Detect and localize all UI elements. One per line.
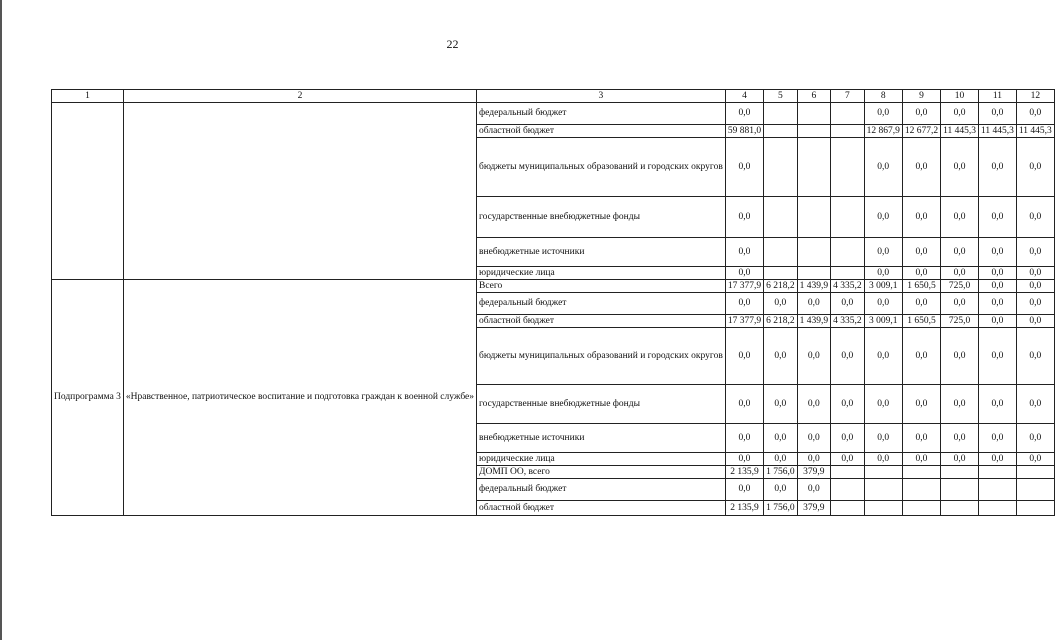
amount-cell: 0,0 <box>725 424 763 453</box>
amount-cell: 0,0 <box>864 424 902 453</box>
amount-cell <box>941 479 979 501</box>
column-number-cell: 8 <box>864 90 902 103</box>
amount-cell <box>1016 501 1054 516</box>
amount-cell: 0,0 <box>978 138 1016 197</box>
amount-cell: 0,0 <box>725 385 763 424</box>
amount-cell <box>902 466 940 479</box>
column-number-cell: 10 <box>941 90 979 103</box>
funding-source-cell: ДОМП ОО, всего <box>477 466 726 479</box>
amount-cell <box>764 103 798 125</box>
amount-cell: 0,0 <box>902 385 940 424</box>
amount-cell: 0,0 <box>941 293 979 315</box>
amount-cell: 0,0 <box>864 138 902 197</box>
program-name-cell: «Нравственное, патриотическое воспитание и подготовка граждан к военной службе» <box>123 280 476 516</box>
amount-cell: 4 335,2 <box>831 280 865 293</box>
amount-cell <box>978 501 1016 516</box>
amount-cell: 0,0 <box>725 138 763 197</box>
amount-cell <box>797 103 831 125</box>
amount-cell: 0,0 <box>902 328 940 385</box>
funding-source-cell: государственные внебюджетные фонды <box>477 197 726 238</box>
program-code-cell: Подпрограмма 3 <box>52 280 124 516</box>
amount-cell: 0,0 <box>1016 424 1054 453</box>
amount-cell: 0,0 <box>764 424 798 453</box>
column-number-cell: 9 <box>902 90 940 103</box>
funding-source-cell: внебюджетные источники <box>477 424 726 453</box>
column-number-cell: 12 <box>1016 90 1054 103</box>
amount-cell: 0,0 <box>1016 280 1054 293</box>
amount-cell: 2 135,9 <box>725 466 763 479</box>
column-number-row <box>52 90 1055 103</box>
amount-cell: 725,0 <box>941 315 979 328</box>
funding-source-cell: федеральный бюджет <box>477 479 726 501</box>
amount-cell: 0,0 <box>725 103 763 125</box>
amount-cell: 0,0 <box>978 453 1016 466</box>
amount-cell: 0,0 <box>725 293 763 315</box>
amount-cell: 0,0 <box>902 238 940 267</box>
amount-cell <box>797 125 831 138</box>
amount-cell: 0,0 <box>978 280 1016 293</box>
amount-cell <box>978 479 1016 501</box>
amount-cell: 0,0 <box>941 138 979 197</box>
amount-cell: 3 009,1 <box>864 315 902 328</box>
amount-cell: 0,0 <box>831 453 865 466</box>
amount-cell: 0,0 <box>725 238 763 267</box>
amount-cell <box>864 479 902 501</box>
amount-cell <box>831 103 865 125</box>
amount-cell: 0,0 <box>1016 293 1054 315</box>
column-number-cell: 2 <box>123 90 476 103</box>
amount-cell: 0,0 <box>864 328 902 385</box>
amount-cell: 0,0 <box>831 328 865 385</box>
amount-cell: 0,0 <box>864 385 902 424</box>
amount-cell <box>831 125 865 138</box>
amount-cell <box>831 138 865 197</box>
funding-source-cell: областной бюджет <box>477 125 726 138</box>
amount-cell: 0,0 <box>831 293 865 315</box>
budget-table-body <box>52 90 1055 516</box>
column-number-cell: 3 <box>477 90 726 103</box>
funding-source-cell: Всего <box>477 280 726 293</box>
amount-cell <box>831 197 865 238</box>
amount-cell: 0,0 <box>941 385 979 424</box>
amount-cell <box>902 501 940 516</box>
amount-cell: 4 335,2 <box>831 315 865 328</box>
amount-cell: 6 218,2 <box>764 315 798 328</box>
amount-cell <box>764 197 798 238</box>
funding-source-cell: внебюджетные источники <box>477 238 726 267</box>
funding-source-cell: юридические лица <box>477 267 726 280</box>
amount-cell: 0,0 <box>764 328 798 385</box>
amount-cell <box>764 267 798 280</box>
funding-source-cell: бюджеты муниципальных образований и городских округов <box>477 328 726 385</box>
amount-cell: 1 439,9 <box>797 280 831 293</box>
amount-cell <box>764 238 798 267</box>
amount-cell: 0,0 <box>902 197 940 238</box>
table-row <box>52 280 1055 293</box>
amount-cell <box>941 466 979 479</box>
program-code-cell <box>52 103 124 280</box>
amount-cell <box>831 479 865 501</box>
funding-source-cell: юридические лица <box>477 453 726 466</box>
amount-cell <box>1016 479 1054 501</box>
funding-source-cell: федеральный бюджет <box>477 293 726 315</box>
amount-cell: 0,0 <box>978 385 1016 424</box>
page-edge-rule <box>0 0 2 640</box>
amount-cell: 6 218,2 <box>764 280 798 293</box>
funding-source-cell: федеральный бюджет <box>477 103 726 125</box>
amount-cell: 0,0 <box>864 293 902 315</box>
amount-cell: 2 135,9 <box>725 501 763 516</box>
amount-cell <box>941 501 979 516</box>
amount-cell: 17 377,9 <box>725 280 763 293</box>
amount-cell: 0,0 <box>941 197 979 238</box>
amount-cell: 0,0 <box>1016 385 1054 424</box>
amount-cell: 0,0 <box>978 267 1016 280</box>
amount-cell: 0,0 <box>1016 267 1054 280</box>
amount-cell: 17 377,9 <box>725 315 763 328</box>
amount-cell: 0,0 <box>797 328 831 385</box>
amount-cell: 0,0 <box>797 479 831 501</box>
amount-cell: 0,0 <box>1016 138 1054 197</box>
amount-cell: 0,0 <box>1016 328 1054 385</box>
amount-cell: 0,0 <box>864 197 902 238</box>
amount-cell: 379,9 <box>797 501 831 516</box>
table-row <box>52 103 1055 125</box>
column-number-cell: 1 <box>52 90 124 103</box>
amount-cell: 0,0 <box>764 385 798 424</box>
amount-cell: 0,0 <box>902 453 940 466</box>
amount-cell: 0,0 <box>864 238 902 267</box>
funding-source-cell: областной бюджет <box>477 501 726 516</box>
amount-cell: 1 650,5 <box>902 315 940 328</box>
amount-cell: 0,0 <box>941 238 979 267</box>
amount-cell: 0,0 <box>797 385 831 424</box>
amount-cell: 0,0 <box>1016 103 1054 125</box>
amount-cell: 0,0 <box>978 197 1016 238</box>
amount-cell: 0,0 <box>1016 197 1054 238</box>
amount-cell <box>902 479 940 501</box>
amount-cell: 0,0 <box>1016 238 1054 267</box>
amount-cell: 0,0 <box>902 293 940 315</box>
amount-cell: 0,0 <box>978 424 1016 453</box>
amount-cell: 0,0 <box>797 293 831 315</box>
funding-source-cell: бюджеты муниципальных образований и городских округов <box>477 138 726 197</box>
amount-cell: 0,0 <box>902 103 940 125</box>
amount-cell <box>1016 466 1054 479</box>
amount-cell: 0,0 <box>978 293 1016 315</box>
amount-cell: 0,0 <box>764 453 798 466</box>
column-number-cell: 11 <box>978 90 1016 103</box>
amount-cell: 11 445,3 <box>978 125 1016 138</box>
amount-cell <box>831 267 865 280</box>
amount-cell: 0,0 <box>864 453 902 466</box>
funding-source-cell: областной бюджет <box>477 315 726 328</box>
amount-cell: 0,0 <box>764 479 798 501</box>
amount-cell: 0,0 <box>725 479 763 501</box>
amount-cell: 0,0 <box>864 267 902 280</box>
amount-cell: 0,0 <box>797 424 831 453</box>
budget-table <box>51 89 1055 516</box>
amount-cell: 0,0 <box>941 453 979 466</box>
amount-cell <box>831 238 865 267</box>
amount-cell: 0,0 <box>725 197 763 238</box>
amount-cell: 0,0 <box>941 103 979 125</box>
amount-cell: 0,0 <box>978 328 1016 385</box>
amount-cell: 0,0 <box>941 328 979 385</box>
amount-cell <box>864 466 902 479</box>
amount-cell: 725,0 <box>941 280 979 293</box>
amount-cell <box>831 466 865 479</box>
page-number: 22 <box>446 37 459 51</box>
amount-cell: 0,0 <box>902 267 940 280</box>
column-number-cell: 6 <box>797 90 831 103</box>
amount-cell <box>978 466 1016 479</box>
amount-cell: 1 439,9 <box>797 315 831 328</box>
column-number-cell: 4 <box>725 90 763 103</box>
amount-cell: 0,0 <box>831 424 865 453</box>
amount-cell: 0,0 <box>725 453 763 466</box>
amount-cell <box>764 125 798 138</box>
amount-cell <box>864 501 902 516</box>
amount-cell: 0,0 <box>864 103 902 125</box>
amount-cell <box>797 197 831 238</box>
amount-cell: 0,0 <box>978 238 1016 267</box>
amount-cell: 0,0 <box>941 267 979 280</box>
amount-cell: 0,0 <box>902 424 940 453</box>
amount-cell: 0,0 <box>725 328 763 385</box>
amount-cell: 0,0 <box>978 103 1016 125</box>
amount-cell: 1 650,5 <box>902 280 940 293</box>
funding-source-cell: государственные внебюджетные фонды <box>477 385 726 424</box>
amount-cell: 1 756,0 <box>764 501 798 516</box>
program-name-cell <box>123 103 476 280</box>
column-number-cell: 7 <box>831 90 865 103</box>
column-number-cell: 5 <box>764 90 798 103</box>
amount-cell <box>797 138 831 197</box>
amount-cell: 59 881,0 <box>725 125 763 138</box>
amount-cell: 0,0 <box>725 267 763 280</box>
amount-cell: 0,0 <box>797 453 831 466</box>
amount-cell <box>797 238 831 267</box>
amount-cell <box>831 501 865 516</box>
amount-cell: 0,0 <box>902 138 940 197</box>
amount-cell: 0,0 <box>831 385 865 424</box>
amount-cell: 12 677,2 <box>902 125 940 138</box>
amount-cell: 11 445,3 <box>941 125 979 138</box>
amount-cell <box>764 138 798 197</box>
amount-cell: 11 445,3 <box>1016 125 1054 138</box>
amount-cell: 0,0 <box>1016 453 1054 466</box>
amount-cell: 12 867,9 <box>864 125 902 138</box>
amount-cell: 0,0 <box>764 293 798 315</box>
amount-cell: 0,0 <box>1016 315 1054 328</box>
amount-cell: 3 009,1 <box>864 280 902 293</box>
amount-cell: 0,0 <box>941 424 979 453</box>
amount-cell: 0,0 <box>978 315 1016 328</box>
amount-cell: 1 756,0 <box>764 466 798 479</box>
amount-cell <box>797 267 831 280</box>
amount-cell: 379,9 <box>797 466 831 479</box>
